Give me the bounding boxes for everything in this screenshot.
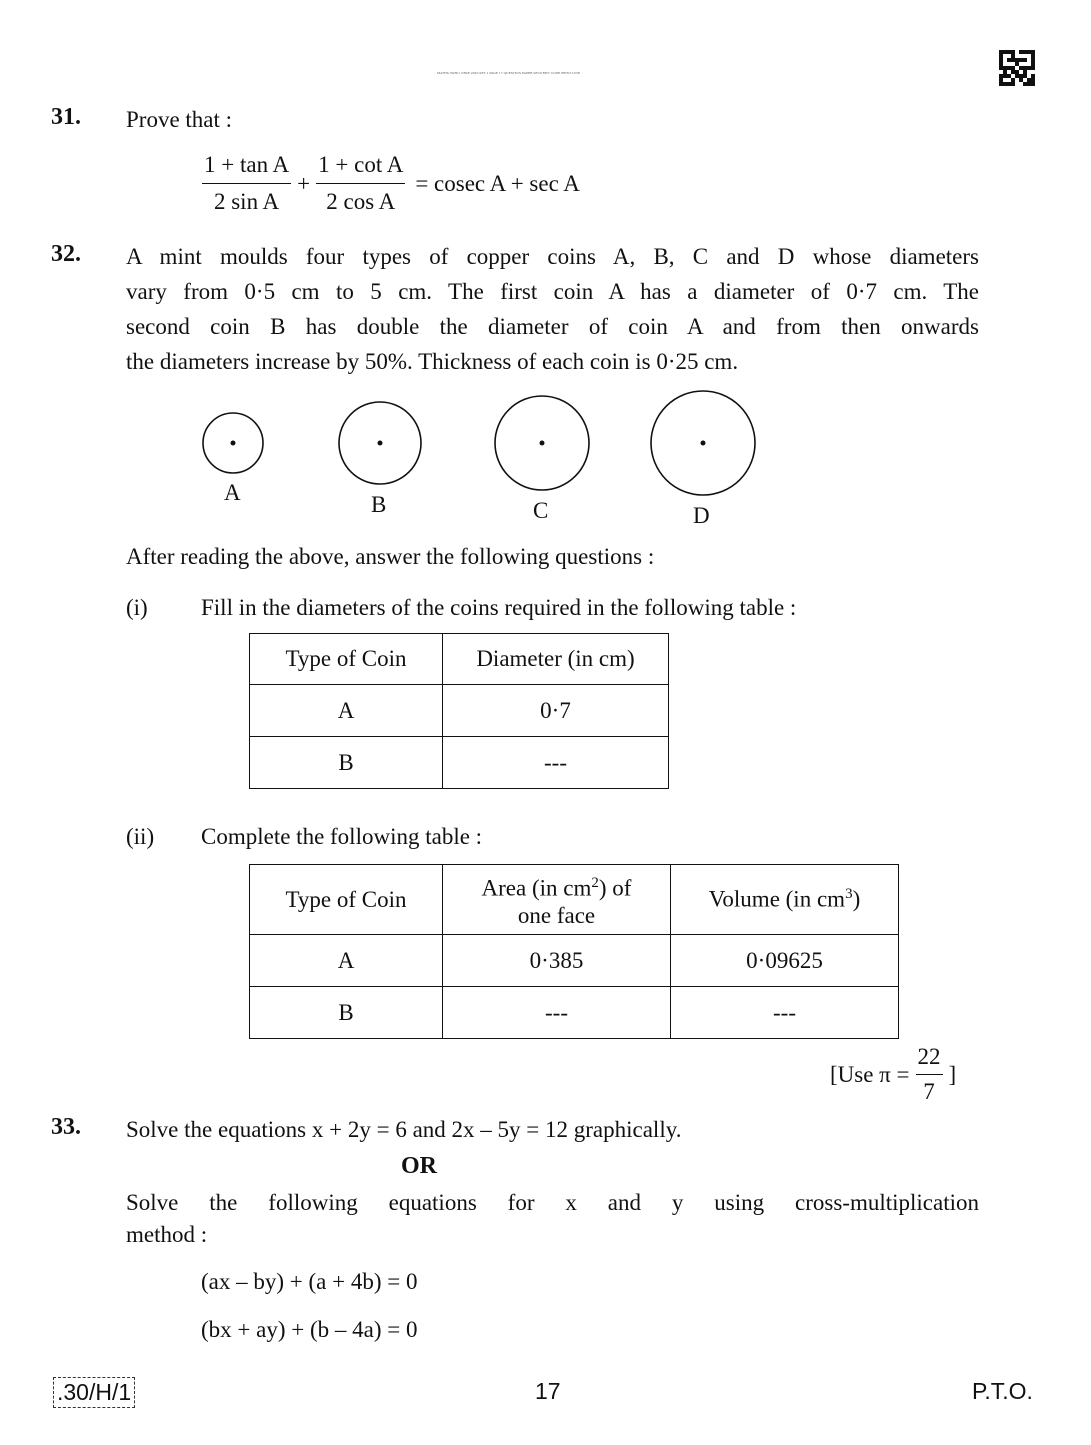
q31-identity (202, 150, 580, 217)
coin-label-c: C (533, 498, 549, 523)
identity-rhs: = cosec A + sec A (415, 170, 580, 196)
use-pi-note (830, 1043, 956, 1106)
table-cell: B (250, 737, 443, 789)
column-header-area (443, 865, 671, 935)
table-row (250, 685, 669, 737)
fraction-1-denominator: 2 sin A (213, 189, 280, 214)
fraction-1-numerator: 1 + tan A (202, 150, 291, 184)
qr-code-icon (999, 50, 1035, 86)
pto-label: P.T.O. (972, 1378, 1033, 1404)
q32-line-4: the diameters increase by 50%. Thickness of each coin is 0·25 cm. (126, 349, 739, 374)
part-ii-text: Complete the following table : (201, 824, 483, 849)
table-cell: --- (443, 987, 671, 1039)
coin-c (495, 396, 589, 490)
coin-label-b: B (371, 492, 387, 517)
fraction-2-numerator: 1 + cot A (316, 150, 405, 184)
q32-instruction: After reading the above, answer the following questions : (126, 544, 655, 569)
equation-1: (ax – by) + (a + 4b) = 0 (201, 1269, 418, 1294)
coin-label-d: D (693, 503, 710, 528)
q33-number: 33. (51, 1114, 81, 1140)
security-print-line: MATHS 30/H/1 CBSE 2020 SET 1 PAGE 17 QUESTION PAPER SECURITY CODE PRINT LINE (437, 71, 581, 75)
part-i-text: Fill in the diameters of the coins required in the following table : (201, 595, 797, 620)
table-header-row (250, 865, 899, 935)
table-cell: A (250, 935, 443, 987)
equation-2: (bx + ay) + (b – 4a) = 0 (201, 1317, 418, 1342)
qr-module (1031, 82, 1035, 86)
use-pi-prefix: [Use π = (830, 1061, 910, 1087)
table-header-row (250, 634, 669, 685)
table-row (250, 987, 899, 1039)
area-header-sup: 2 (591, 874, 599, 891)
q32-number: 32. (51, 241, 81, 267)
area-volume-table (249, 864, 899, 1039)
use-pi-suffix: ] (948, 1061, 957, 1087)
q32-line-1: A mint moulds four types of copper coins A, B, C and D whose diameters (126, 244, 979, 269)
volume-header-text: Volume (in cm (708, 886, 846, 912)
table-cell: --- (443, 737, 669, 789)
fraction-2 (316, 150, 405, 217)
volume-header-sup: 3 (845, 886, 853, 903)
or-separator: OR (401, 1153, 437, 1179)
q32-paragraph (126, 239, 979, 379)
table-cell: 0·385 (443, 935, 671, 987)
table-cell: B (250, 987, 443, 1039)
area-header-text-2: ) of (598, 875, 632, 901)
part-ii-label: (ii) (126, 824, 155, 849)
q31-prompt: Prove that : (126, 107, 233, 132)
q31-number: 31. (51, 104, 81, 130)
coin-d (651, 391, 755, 495)
pi-denominator: 7 (923, 1079, 935, 1104)
coin-b (339, 402, 421, 484)
table-cell: --- (671, 987, 899, 1039)
column-header-volume (671, 865, 899, 935)
coins-figure (190, 385, 770, 535)
paper-code: .30/H/1 (53, 1377, 135, 1408)
fraction-2-denominator: 2 cos A (326, 189, 396, 214)
diameter-table (249, 633, 669, 789)
fraction-1 (202, 150, 291, 217)
area-header-text: Area (in cm (481, 875, 592, 901)
pi-numerator: 22 (916, 1043, 943, 1075)
coin-label-a: A (224, 480, 241, 505)
volume-header-text-2: ) (852, 886, 861, 912)
column-header-type: Type of Coin (250, 634, 443, 685)
table-row (250, 737, 669, 789)
q33-alt-line-1: Solve the following equations for x and y using cross-multiplication (126, 1190, 979, 1215)
area-header-text-3: one face (517, 903, 596, 929)
table-cell: A (250, 685, 443, 737)
table-cell: 0·09625 (671, 935, 899, 987)
q33-alternative (126, 1187, 979, 1251)
plus-sign: + (297, 170, 311, 196)
q33-text: Solve the equations x + 2y = 6 and 2x – 5y = 12 graphically. (126, 1117, 682, 1142)
coin-a (203, 413, 263, 473)
part-i-label: (i) (126, 595, 148, 620)
pi-fraction (916, 1043, 943, 1106)
page-number: 17 (535, 1378, 561, 1404)
q33-alt-line-2: method : (126, 1222, 208, 1247)
q32-line-2: vary from 0·5 cm to 5 cm. The first coin A has a diameter of 0·7 cm. The (126, 279, 979, 304)
column-header-type: Type of Coin (250, 865, 443, 935)
column-header-diameter: Diameter (in cm) (443, 634, 669, 685)
table-cell: 0·7 (443, 685, 669, 737)
q32-line-3: second coin B has double the diameter of coin A and from then onwards (126, 314, 979, 339)
table-row (250, 935, 899, 987)
